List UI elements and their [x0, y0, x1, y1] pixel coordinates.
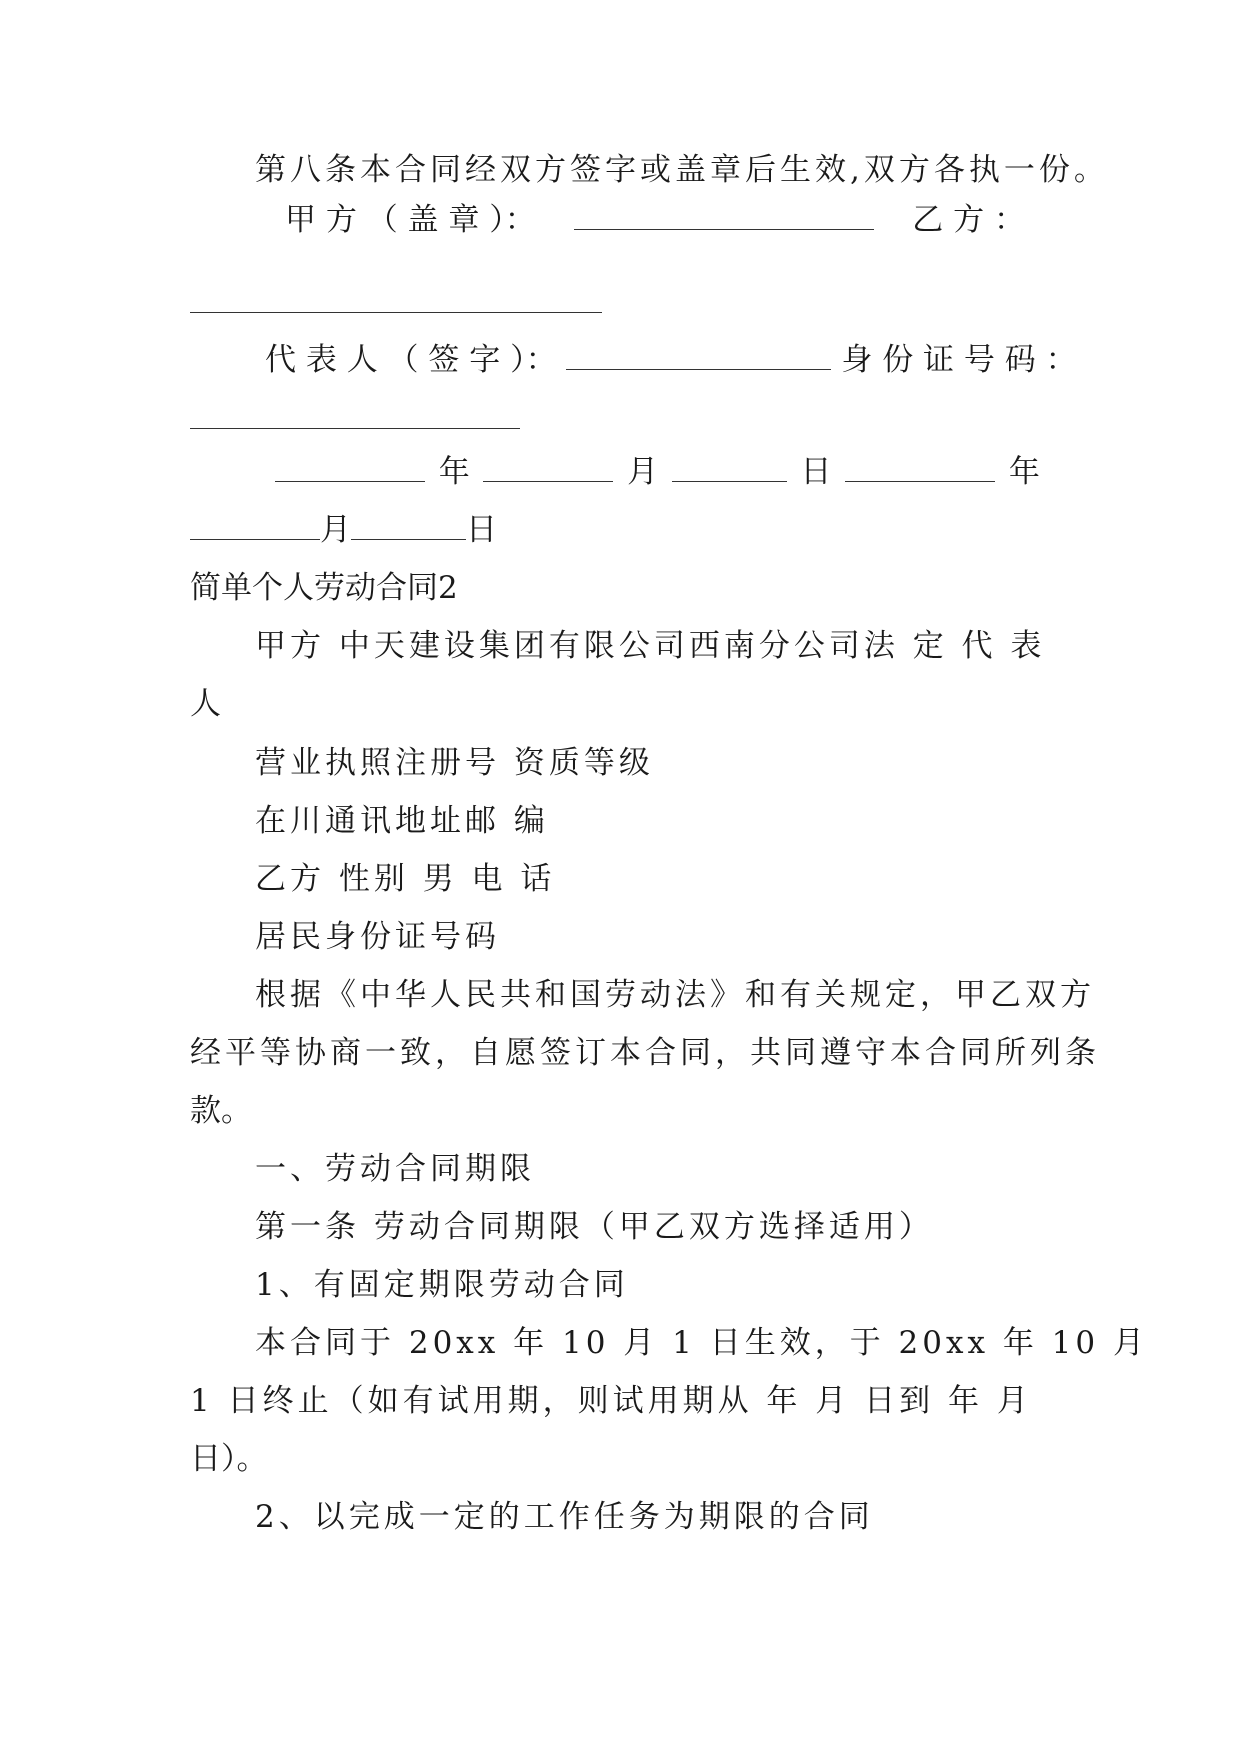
year-label-b: 年: [1008, 454, 1040, 490]
article-1: 第一条 劳动合同期限（甲乙双方选择适用）: [255, 1209, 934, 1245]
contract-title: 简单个人劳动合同2: [190, 570, 458, 606]
item-2: 2、以完成一定的工作任务为期限的合同: [255, 1499, 874, 1535]
year-label-a: 年: [438, 454, 470, 490]
item-1: 1、有固定期限劳动合同: [255, 1267, 629, 1303]
party-a-seal-row: [285, 200, 1025, 240]
term-line-2: 1 日终止（如有试用期，则试用期从 年 月 日到 年 月: [190, 1383, 1032, 1419]
intro-line-3: 款。: [190, 1093, 252, 1129]
party-a-line-2: 人: [190, 686, 221, 722]
representative-row: [265, 340, 1077, 380]
day-blank-a: [672, 453, 787, 482]
day-label-a: 日: [800, 454, 832, 490]
month-label-b: 月: [320, 512, 351, 548]
party-a-line-1: 甲方 中天建设集团有限公司西南分公司法 定 代 表: [255, 628, 1046, 664]
day-label-b: 日: [466, 512, 497, 548]
section-1-heading: 一、劳动合同期限: [255, 1151, 535, 1187]
intro-line-2: 经平等协商一致，自愿签订本合同，共同遵守本合同所列条: [190, 1035, 1100, 1071]
id-card-line: 居民身份证号码: [255, 919, 500, 955]
id-number-label: 身 份 证 号 码 ：: [841, 342, 1077, 378]
month-blank-a: [483, 453, 613, 482]
party-b-info-line: 乙方 性别 男 电 话: [255, 861, 556, 897]
date-row-2: [190, 510, 1050, 550]
term-line-1: 本合同于 20xx 年 10 月 1 日生效，于 20xx 年 10 月: [255, 1325, 1148, 1361]
article-8: 第八条本合同经双方签字或盖章后生效,双方各执一份。: [255, 152, 1109, 188]
month-blank-b: [190, 511, 320, 540]
party-a-seal-label: 甲 方 （ 盖 章 ）：: [285, 202, 536, 238]
year-blank-a: [275, 453, 425, 482]
representative-sign-label: 代 表 人 （ 签 字 ）：: [265, 342, 557, 378]
party-b-label: 乙 方 ：: [912, 202, 1025, 238]
party-b-blank: [190, 312, 602, 313]
party-a-seal-blank: [574, 201, 874, 230]
id-number-blank: [190, 428, 520, 429]
term-line-3: 日）。: [190, 1441, 268, 1477]
address-line: 在川通讯地址邮 编: [255, 803, 549, 839]
year-blank-b: [845, 453, 995, 482]
month-label-a: 月: [627, 454, 659, 490]
representative-sign-blank: [566, 341, 831, 370]
day-blank-b: [351, 511, 466, 540]
license-line: 营业执照注册号 资质等级: [255, 745, 654, 781]
date-row-1: [275, 452, 1040, 492]
intro-line-1: 根据《中华人民共和国劳动法》和有关规定，甲乙双方: [255, 977, 1095, 1013]
